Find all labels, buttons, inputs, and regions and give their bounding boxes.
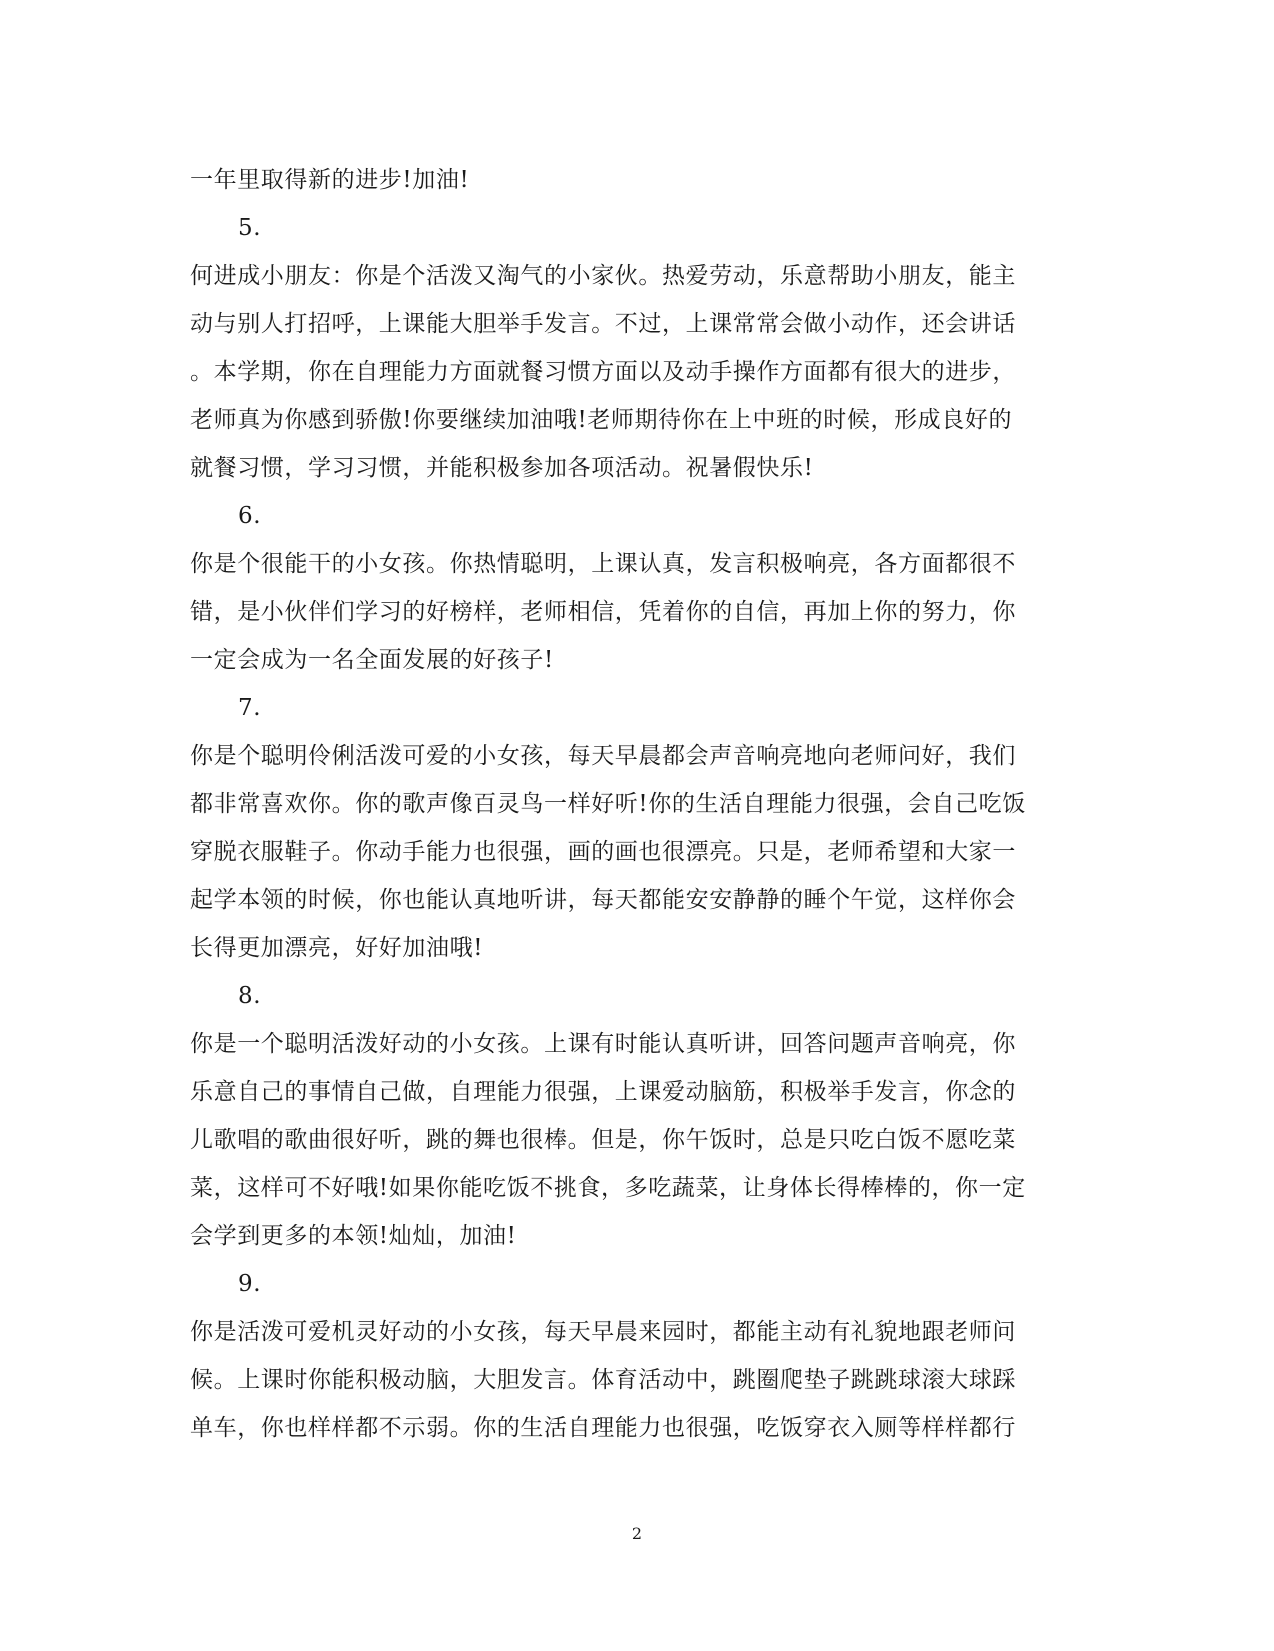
text-line: 就餐习惯，学习习惯，并能积极参加各项活动。祝暑假快乐! [190, 455, 814, 481]
text-line: 单车，你也样样都不示弱。你的生活自理能力也很强，吃饭穿衣入厕等样样都行 [190, 1415, 1016, 1441]
item-number: 9. [238, 1271, 262, 1297]
text-line: 穿脱衣服鞋子。你动手能力也很强，画的画也很漂亮。只是，老师希望和大家一 [190, 839, 1016, 865]
text-line: 一定会成为一名全面发展的好孩子! [190, 647, 554, 673]
text-line: 一年里取得新的进步!加油! [190, 167, 470, 193]
text-line: 都非常喜欢你。你的歌声像百灵鸟一样好听!你的生活自理能力很强，会自己吃饭 [190, 791, 1026, 817]
text-line: 候。上课时你能积极动脑，大胆发言。体育活动中，跳圈爬垫子跳跳球滚大球踩 [190, 1367, 1016, 1393]
text-line: 老师真为你感到骄傲!你要继续加油哦!老师期待你在上中班的时候，形成良好的 [190, 407, 1013, 433]
text-line: 你是个聪明伶俐活泼可爱的小女孩，每天早晨都会声音响亮地向老师问好，我们 [190, 743, 1016, 769]
text-line: 动与别人打招呼，上课能大胆举手发言。不过，上课常常会做小动作，还会讲话 [190, 311, 1016, 337]
text-line: 何进成小朋友：你是个活泼又淘气的小家伙。热爱劳动，乐意帮助小朋友，能主 [190, 263, 1016, 289]
body-text [190, 156, 1090, 1452]
text-line: 菜，这样可不好哦!如果你能吃饭不挑食，多吃蔬菜，让身体长得棒棒的，你一定 [190, 1175, 1026, 1201]
text-line: 你是活泼可爱机灵好动的小女孩，每天早晨来园时，都能主动有礼貌地跟老师问 [190, 1319, 1016, 1345]
text-line: 乐意自己的事情自己做，自理能力很强，上课爱动脑筋，积极举手发言，你念的 [190, 1079, 1016, 1105]
text-line: 错，是小伙伴们学习的好榜样，老师相信，凭着你的自信，再加上你的努力，你 [190, 599, 1016, 625]
item-number: 5. [238, 215, 262, 241]
item-number: 6. [238, 503, 262, 529]
item-number: 8. [238, 983, 262, 1009]
text-line: 起学本领的时候，你也能认真地听讲，每天都能安安静静的睡个午觉，这样你会 [190, 887, 1016, 913]
text-line: 长得更加漂亮，好好加油哦! [190, 935, 484, 961]
text-line: 会学到更多的本领!灿灿，加油! [190, 1223, 517, 1249]
text-line: 你是一个聪明活泼好动的小女孩。上课有时能认真听讲，回答问题声音响亮，你 [190, 1031, 1016, 1057]
page-number: 2 [631, 1524, 643, 1543]
item-number: 7. [238, 695, 262, 721]
text-line: 你是个很能干的小女孩。你热情聪明，上课认真，发言积极响亮，各方面都很不 [190, 551, 1016, 577]
text-line: 儿歌唱的歌曲很好听，跳的舞也很棒。但是，你午饭时，总是只吃白饭不愿吃菜 [190, 1127, 1016, 1153]
text-line: 。本学期，你在自理能力方面就餐习惯方面以及动手操作方面都有很大的进步， [190, 359, 1016, 385]
